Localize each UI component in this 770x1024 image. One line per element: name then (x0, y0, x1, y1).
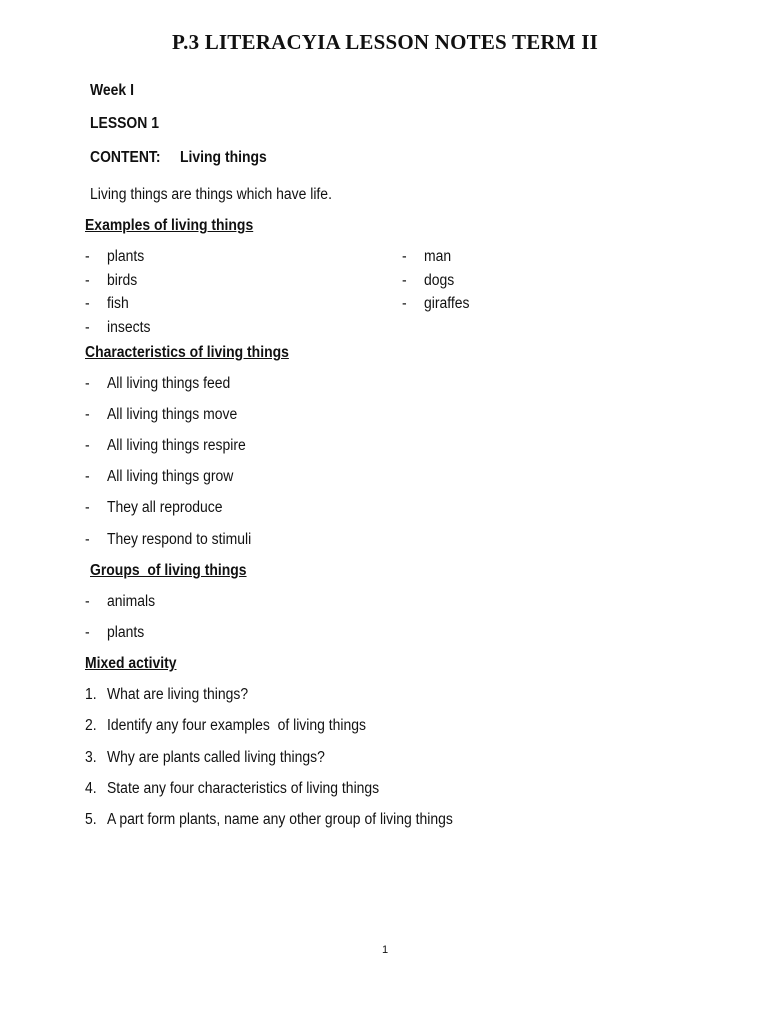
list-bullet: - (85, 272, 90, 289)
list-bullet: - (402, 272, 407, 289)
list-item: man (424, 248, 452, 265)
list-bullet: - (85, 593, 90, 610)
content-value: Living things (180, 149, 267, 166)
lesson-label: LESSON 1 (90, 115, 160, 132)
page-number: 1 (381, 944, 389, 956)
list-bullet: - (85, 319, 90, 336)
list-item: animals (107, 593, 156, 610)
list-bullet: - (85, 375, 90, 392)
list-item: birds (107, 272, 138, 289)
list-item: They respond to stimuli (107, 531, 252, 548)
list-bullet: - (85, 499, 90, 516)
activity-heading: Mixed activity (85, 655, 177, 672)
question-text: A part form plants, name any other group of living things (107, 811, 453, 828)
groups-heading: Groups of living things (90, 562, 247, 579)
list-item: dogs (424, 272, 455, 289)
question-number: 3. (85, 749, 97, 766)
list-item: All living things feed (107, 375, 231, 392)
list-item: All living things move (107, 406, 238, 423)
content-label: CONTENT: (90, 149, 161, 166)
question-number: 5. (85, 811, 97, 828)
list-bullet: - (85, 295, 90, 312)
list-bullet: - (402, 248, 407, 265)
list-item: giraffes (424, 295, 470, 312)
list-bullet: - (85, 531, 90, 548)
list-bullet: - (402, 295, 407, 312)
list-bullet: - (85, 437, 90, 454)
list-bullet: - (85, 624, 90, 641)
week-label: Week I (90, 82, 134, 99)
list-bullet: - (85, 468, 90, 485)
question-text: Why are plants called living things? (107, 749, 325, 766)
document-title: P.3 LITERACYIA LESSON NOTES TERM II (172, 30, 598, 54)
list-bullet: - (85, 406, 90, 423)
list-item: insects (107, 319, 151, 336)
question-number: 1. (85, 686, 97, 703)
list-item: plants (107, 248, 145, 265)
examples-heading: Examples of living things (85, 217, 254, 234)
question-number: 2. (85, 717, 97, 734)
list-item: fish (107, 295, 129, 312)
list-item: plants (107, 624, 145, 641)
question-text: State any four characteristics of living things (107, 780, 380, 797)
list-item: All living things grow (107, 468, 234, 485)
question-text: What are living things? (107, 686, 249, 703)
question-text: Identify any four examples of living things (107, 717, 366, 734)
question-number: 4. (85, 780, 97, 797)
intro-text: Living things are things which have life. (90, 186, 332, 203)
list-bullet: - (85, 248, 90, 265)
list-item: All living things respire (107, 437, 246, 454)
characteristics-heading: Characteristics of living things (85, 344, 289, 361)
list-item: They all reproduce (107, 499, 223, 516)
